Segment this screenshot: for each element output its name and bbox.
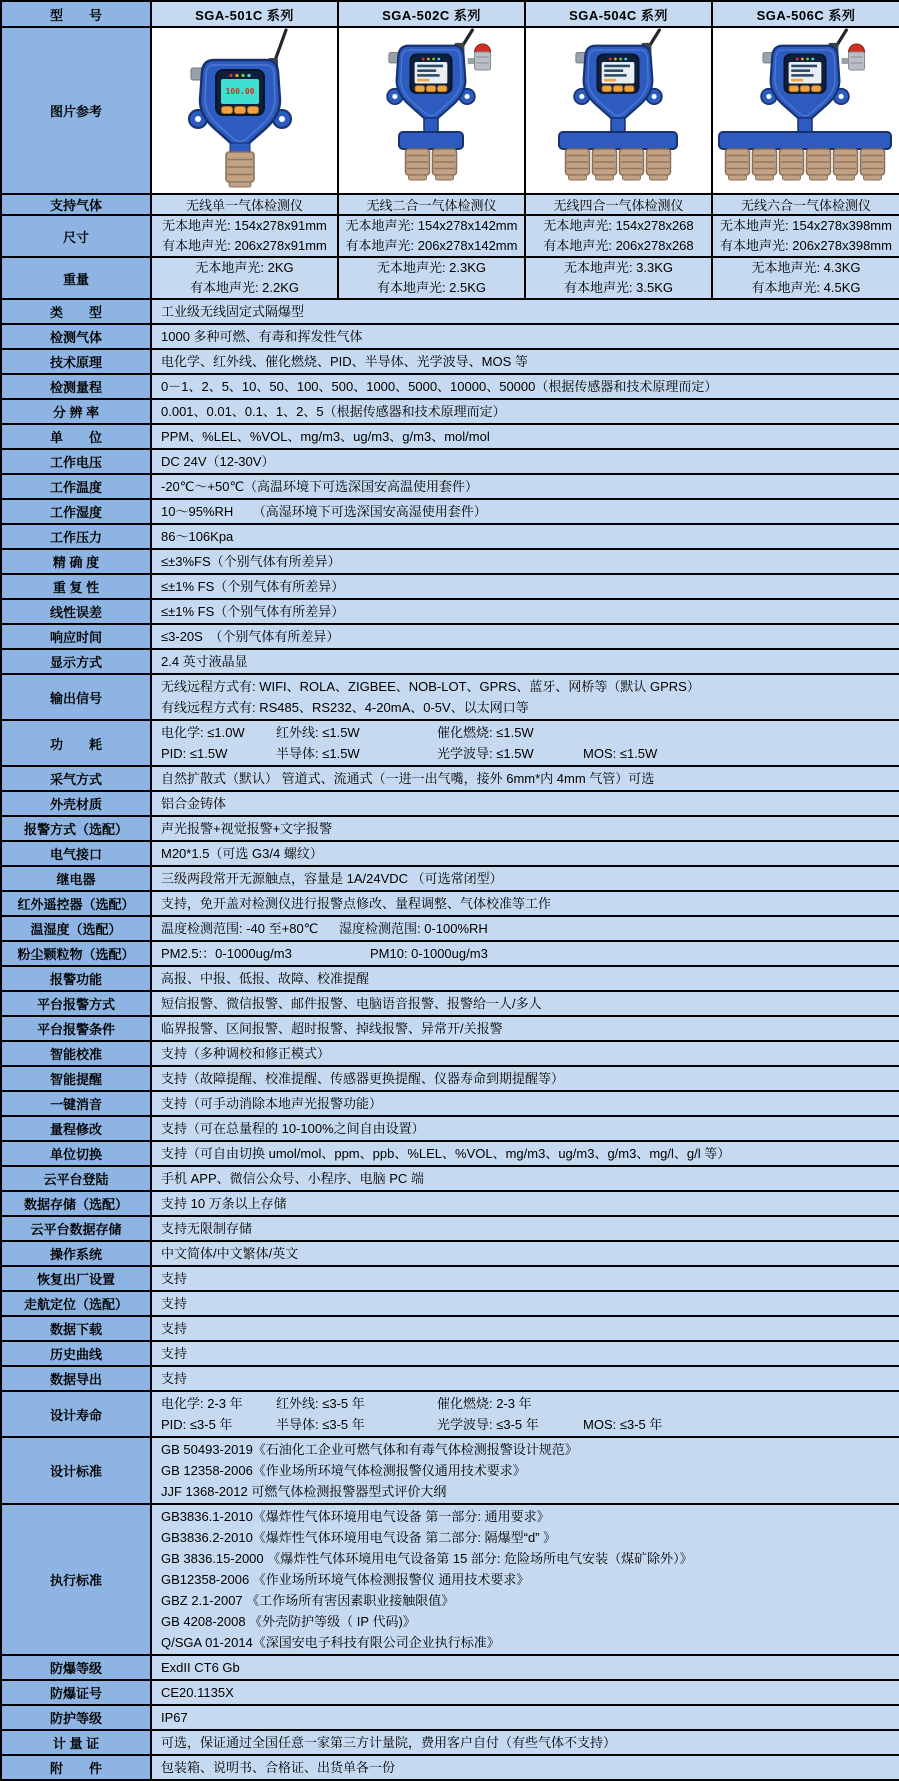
row-smart-cal-value — [151, 1041, 899, 1066]
row-smart-cal — [1, 1041, 899, 1066]
row-label: 计 量 证 — [1, 1730, 151, 1755]
alarm-beacon-icon — [475, 44, 491, 52]
value-line: 0－1、2、5、10、50、100、500、1000、5000、10000、50000（根据传感器和技术原理而定） — [161, 379, 718, 394]
value-line: JJF 1368-2012 可燃气体检测报警器型式评价大纲 — [161, 1484, 447, 1499]
value-line: DC 24V（12-30V） — [161, 454, 275, 469]
row-display — [1, 649, 899, 674]
value-line: 三级两段常开无源触点，容量是 1A/24VDC （可选常闭型） — [161, 871, 503, 886]
row-label: 走航定位（选配） — [1, 1291, 151, 1316]
value-line: 支持 — [161, 1321, 188, 1336]
gas-detector-illustration — [152, 28, 338, 190]
value-segment: 红外线: ≤1.5W — [276, 725, 360, 740]
value-line: GB 4208-2008 《外壳防护等级（ IP 代码)》 — [161, 1614, 416, 1629]
row-label: 温湿度（选配） — [1, 916, 151, 941]
value-line: CE20.1135X — [161, 1685, 234, 1700]
row-ip-rating — [1, 1705, 899, 1730]
row-range — [1, 374, 899, 399]
value-line: 无本地声光: 154x278x91mm — [162, 218, 327, 233]
row-response — [1, 624, 899, 649]
column-header-2: SGA-502C 系列 — [338, 1, 525, 27]
row-electrical-value — [151, 841, 899, 866]
value-line: 工业级无线固定式隔爆型 — [161, 304, 305, 319]
value-line: Q/SGA 01-2014《深国安电子科技有限公司企业执行标准》 — [161, 1635, 500, 1650]
row-display-value — [151, 649, 899, 674]
value-line: PPM、%LEL、%VOL、mg/m3、ug/m3、g/m3、mol/mol — [161, 429, 490, 444]
row-alarm-func-value — [151, 966, 899, 991]
row-weight-value — [151, 257, 338, 299]
row-label: 工作压力 — [1, 524, 151, 549]
row-power — [1, 720, 899, 766]
value-segment: 电化学: 2-3 年 — [161, 1396, 243, 1411]
product-image-sga-501c — [151, 27, 338, 194]
row-dust-value — [151, 941, 899, 966]
row-os-value — [151, 1241, 899, 1266]
value-line: 0.001、0.01、0.1、1、2、5（根据传感器和技术原理而定） — [161, 404, 506, 419]
row-unit — [1, 424, 899, 449]
row-gases-value — [151, 324, 899, 349]
supported-gas-value: 无线二合一气体检测仪 — [338, 194, 525, 215]
row-repeatability-value — [151, 574, 899, 599]
row-accuracy-value — [151, 549, 899, 574]
value-line: 有本地声光: 2.5KG — [376, 280, 487, 295]
row-principle — [1, 349, 899, 374]
value-line: 支持 — [161, 1271, 188, 1286]
value-line: GB12358-2006 《作业场所环境气体检测报警仪 通用技术要求》 — [161, 1572, 530, 1587]
value-line: 支持 — [161, 1346, 188, 1361]
value-line: 电化学、红外线、催化燃烧、PID、半导体、光学波导、MOS 等 — [161, 354, 528, 369]
row-design-std-value — [151, 1437, 899, 1504]
value-line: 1000 多种可燃、有毒和挥发性气体 — [161, 329, 363, 344]
value-line: 有本地声光: 4.5KG — [751, 280, 861, 295]
row-label: 功 耗 — [1, 720, 151, 766]
value-line: 无本地声光: 154x278x398mm — [720, 218, 892, 233]
value-line: 有本地声光: 3.5KG — [563, 280, 674, 295]
row-mute-value — [151, 1091, 899, 1116]
row-nav-value — [151, 1291, 899, 1316]
row-type — [1, 299, 899, 324]
row-gases — [1, 324, 899, 349]
value-line — [161, 1393, 895, 1414]
value-segment: 光学波导: ≤3-5 年 — [437, 1417, 539, 1432]
row-supported-gas — [1, 194, 899, 215]
row-download — [1, 1316, 899, 1341]
row-output-value — [151, 674, 899, 720]
image-row-label: 图片参考 — [1, 27, 151, 194]
row-weight — [1, 257, 899, 299]
row-relay-value — [151, 866, 899, 891]
row-repeatability — [1, 574, 899, 599]
row-alarm-mode — [1, 816, 899, 841]
value-line: GB 50493-2019《石油化工企业可燃气体和有毒气体检测报警设计规范》 — [161, 1442, 578, 1457]
row-relay — [1, 866, 899, 891]
value-line — [161, 943, 895, 964]
row-accessories-value — [151, 1755, 899, 1780]
value-line: 有本地声光: 206x278x91mm — [162, 238, 327, 253]
row-label: 一键消音 — [1, 1091, 151, 1116]
svg-text:100.00: 100.00 — [225, 87, 255, 96]
row-label: 单位切换 — [1, 1141, 151, 1166]
value-segment: 半导体: ≤1.5W — [276, 746, 360, 761]
value-line — [161, 743, 895, 764]
row-label: 红外遥控器（选配） — [1, 891, 151, 916]
row-storage — [1, 1191, 899, 1216]
value-line: 有本地声光: 2.2KG — [189, 280, 300, 295]
row-temphum — [1, 916, 899, 941]
gas-detector-illustration — [339, 28, 525, 190]
row-label: 继电器 — [1, 866, 151, 891]
row-platform-alarm-value — [151, 991, 899, 1016]
row-pressure — [1, 524, 899, 549]
row-mute — [1, 1091, 899, 1116]
value-line: 无本地声光: 2.3KG — [376, 260, 487, 275]
row-dimensions-value — [338, 215, 525, 257]
model-header-label: 型 号 — [1, 1, 151, 27]
row-label: 显示方式 — [1, 649, 151, 674]
row-unit-value — [151, 424, 899, 449]
row-sampling — [1, 766, 899, 791]
row-metering — [1, 1730, 899, 1755]
supported-gas-value: 无线六合一气体检测仪 — [712, 194, 899, 215]
row-weight-value — [525, 257, 712, 299]
value-line: GB3836.2-2010《爆炸性气体环境用电气设备 第二部分: 隔爆型“d” 》 — [161, 1530, 557, 1545]
value-line: 有本地声光: 206x278x268 — [543, 238, 694, 253]
row-label: 工作电压 — [1, 449, 151, 474]
row-label: 操作系统 — [1, 1241, 151, 1266]
value-line — [161, 1414, 895, 1435]
row-label: 工作温度 — [1, 474, 151, 499]
value-line: 10～95%RH （高湿环境下可选深国安高湿使用套件） — [161, 504, 487, 519]
value-line: ≤3-20S （个别气体有所差异） — [161, 629, 340, 644]
row-cloud-login-value — [151, 1166, 899, 1191]
row-dust — [1, 941, 899, 966]
row-history-value — [151, 1341, 899, 1366]
value-line: ≤±1% FS（个别气体有所差异） — [161, 579, 345, 594]
value-line: 手机 APP、微信公众号、小程序、电脑 PC 端 — [161, 1171, 424, 1186]
row-label: 设计标准 — [1, 1437, 151, 1504]
value-line: 铝合金铸体 — [161, 796, 227, 811]
row-dimensions-value — [525, 215, 712, 257]
value-line: M20*1.5（可选 G3/4 螺纹） — [161, 846, 323, 861]
value-line: ≤±1% FS（个别气体有所差异） — [161, 604, 345, 619]
column-header-3: SGA-504C 系列 — [525, 1, 712, 27]
row-label: 平台报警条件 — [1, 1016, 151, 1041]
value-line — [161, 918, 895, 939]
row-exproof-cert-value — [151, 1680, 899, 1705]
value-line — [161, 722, 895, 743]
row-smart-remind-value — [151, 1066, 899, 1091]
value-segment: MOS: ≤1.5W — [583, 746, 658, 761]
value-segment: 红外线: ≤3-5 年 — [276, 1396, 365, 1411]
row-remote-value — [151, 891, 899, 916]
row-lifetime — [1, 1391, 899, 1437]
row-resolution-value — [151, 399, 899, 424]
row-label: 设计寿命 — [1, 1391, 151, 1437]
value-line: 支持 — [161, 1371, 188, 1386]
row-pressure-value — [151, 524, 899, 549]
row-label: 尺寸 — [1, 215, 151, 257]
row-exproof — [1, 1655, 899, 1680]
row-unit-switch — [1, 1141, 899, 1166]
product-image-sga-504c — [525, 27, 712, 194]
row-metering-value — [151, 1730, 899, 1755]
row-platform-cond — [1, 1016, 899, 1041]
row-label: 重量 — [1, 257, 151, 299]
row-label: 检测气体 — [1, 324, 151, 349]
alarm-beacon-icon — [849, 44, 865, 52]
row-label: 防爆等级 — [1, 1655, 151, 1680]
row-shell-value — [151, 791, 899, 816]
row-label: 数据下载 — [1, 1316, 151, 1341]
row-label: 重 复 性 — [1, 574, 151, 599]
row-label: 采气方式 — [1, 766, 151, 791]
value-segment: PID: ≤3-5 年 — [161, 1417, 233, 1432]
value-segment: 催化燃烧: 2-3 年 — [437, 1396, 532, 1411]
product-image-sga-502c — [338, 27, 525, 194]
value-line: 支持无限制存储 — [161, 1221, 253, 1236]
row-alarm-mode-value — [151, 816, 899, 841]
row-linearity — [1, 599, 899, 624]
row-accuracy — [1, 549, 899, 574]
column-header-1: SGA-501C 系列 — [151, 1, 338, 27]
row-factory-reset — [1, 1266, 899, 1291]
row-power-value — [151, 720, 899, 766]
value-line: 短信报警、微信报警、邮件报警、电脑语音报警、报警给一人/多人 — [161, 996, 542, 1011]
value-line: 86～106Kpa — [161, 529, 234, 544]
row-label: 量程修改 — [1, 1116, 151, 1141]
row-cloud-storage-value — [151, 1216, 899, 1241]
row-voltage — [1, 449, 899, 474]
value-segment: PM10: 0-1000ug/m3 — [370, 946, 488, 961]
value-line: 高报、中报、低报、故障、校准提醒 — [161, 971, 370, 986]
row-platform-cond-value — [151, 1016, 899, 1041]
row-humidity-value — [151, 499, 899, 524]
value-line: 无本地声光: 4.3KG — [751, 260, 861, 275]
value-segment: PM2.5:：0-1000ug/m3 — [161, 946, 292, 961]
supported-gas-value: 无线单一气体检测仪 — [151, 194, 338, 215]
row-label: 智能提醒 — [1, 1066, 151, 1091]
value-line: 临界报警、区间报警、超时报警、掉线报警、异常开/关报警 — [161, 1021, 503, 1036]
value-line: 无本地声光: 154x278x268 — [543, 218, 694, 233]
row-label: 技术原理 — [1, 349, 151, 374]
value-line: GB 12358-2006《作业场所环境气体检测报警仪通用技术要求》 — [161, 1463, 526, 1478]
value-line: 无本地声光: 2KG — [195, 260, 294, 275]
row-os — [1, 1241, 899, 1266]
value-line: 无线远程方式有: WIFI、ROLA、ZIGBEE、NOB-LOT、GPRS、蓝牙、网桥等（默认 GPRS） — [161, 679, 700, 694]
row-label: 线性误差 — [1, 599, 151, 624]
value-line: 支持（可在总量程的 10-100%之间自由设置） — [161, 1121, 425, 1136]
row-type-value — [151, 299, 899, 324]
row-label: 工作湿度 — [1, 499, 151, 524]
row-export — [1, 1366, 899, 1391]
row-label: 报警功能 — [1, 966, 151, 991]
value-line: -20℃～+50℃（高温环境下可选深国安高温使用套件） — [161, 479, 479, 494]
row-label: 防爆证号 — [1, 1680, 151, 1705]
row-dimensions-value — [712, 215, 899, 257]
row-exec-std — [1, 1504, 899, 1655]
value-segment: 温度检测范围: -40 至+80℃ — [161, 921, 319, 936]
gas-detector-illustration — [526, 28, 712, 190]
row-label: 执行标准 — [1, 1504, 151, 1655]
value-line: 支持 — [161, 1296, 188, 1311]
value-line: 有线远程方式有: RS485、RS232、4-20mA、0-5V、以太网口等 — [161, 700, 529, 715]
row-design-std — [1, 1437, 899, 1504]
row-label: 检测量程 — [1, 374, 151, 399]
row-dimensions-value — [151, 215, 338, 257]
value-line: GB 3836.15-2000 《爆炸性气体环境用电气设备第 15 部分: 危险场所电气安装（煤矿除外）》 — [161, 1551, 693, 1566]
image-row — [1, 27, 899, 194]
row-alarm-func — [1, 966, 899, 991]
value-line: 支持（多种调校和修正模式） — [161, 1046, 331, 1061]
value-line: 支持 10 万条以上存储 — [161, 1196, 287, 1211]
value-line: ≤±3%FS（个别气体有所差异） — [161, 554, 341, 569]
value-line: 支持（故障提醒、校准提醒、传感器更换提醒、仪器寿命到期提醒等） — [161, 1071, 565, 1086]
row-range-mod-value — [151, 1116, 899, 1141]
row-label: 恢复出厂设置 — [1, 1266, 151, 1291]
row-label: 精 确 度 — [1, 549, 151, 574]
value-line: 2.4 英寸液晶显 — [161, 654, 248, 669]
value-line: 无本地声光: 154x278x142mm — [345, 218, 518, 233]
row-sampling-value — [151, 766, 899, 791]
row-label: 附 件 — [1, 1755, 151, 1780]
value-line: GBZ 2.1-2007 《工作场所有害因素职业接触限值》 — [161, 1593, 455, 1608]
row-label: 报警方式（选配） — [1, 816, 151, 841]
value-segment: PID: ≤1.5W — [161, 746, 228, 761]
row-label: 粉尘颗粒物（选配） — [1, 941, 151, 966]
row-smart-remind — [1, 1066, 899, 1091]
row-nav — [1, 1291, 899, 1316]
value-line: 包装箱、说明书、合格证、出货单各一份 — [161, 1760, 396, 1775]
supported-gas-value: 无线四合一气体检测仪 — [525, 194, 712, 215]
value-line: 支持（可自由切换 umol/mol、ppm、ppb、%LEL、%VOL、mg/m3、ug/m3、g/m3、mg/l、g/l 等） — [161, 1146, 731, 1161]
row-label: 单 位 — [1, 424, 151, 449]
row-label: 平台报警方式 — [1, 991, 151, 1016]
row-linearity-value — [151, 599, 899, 624]
row-temp — [1, 474, 899, 499]
row-range-value — [151, 374, 899, 399]
row-label: 历史曲线 — [1, 1341, 151, 1366]
row-label: 智能校准 — [1, 1041, 151, 1066]
value-line: 自然扩散式（默认） 管道式、流通式（一进一出气嘴，接外 6mm*内 4mm 气管）可选 — [161, 771, 655, 786]
row-lifetime-value — [151, 1391, 899, 1437]
row-electrical — [1, 841, 899, 866]
row-output — [1, 674, 899, 720]
row-label: 响应时间 — [1, 624, 151, 649]
value-line: GB3836.1-2010《爆炸性气体环境用电气设备 第一部分: 通用要求》 — [161, 1509, 550, 1524]
row-export-value — [151, 1366, 899, 1391]
row-weight-value — [712, 257, 899, 299]
row-exec-std-value — [151, 1504, 899, 1655]
row-history — [1, 1341, 899, 1366]
value-line: 中文简体/中文繁体/英文 — [161, 1246, 299, 1261]
row-label: 数据导出 — [1, 1366, 151, 1391]
product-image-sga-506c — [712, 27, 899, 194]
header-row — [1, 1, 899, 27]
value-line: 支持（可手动消除本地声光报警功能） — [161, 1096, 383, 1111]
value-line: ExdII CT6 Gb — [161, 1660, 240, 1675]
row-voltage-value — [151, 449, 899, 474]
gas-detector-illustration — [713, 28, 899, 190]
row-label: 支持气体 — [1, 194, 151, 215]
row-label: 电气接口 — [1, 841, 151, 866]
row-exproof-value — [151, 1655, 899, 1680]
value-segment: 湿度检测范围: 0-100%RH — [339, 921, 488, 936]
row-label: 分 辨 率 — [1, 399, 151, 424]
value-segment: 电化学: ≤1.0W — [161, 725, 245, 740]
row-label: 类 型 — [1, 299, 151, 324]
row-temp-value — [151, 474, 899, 499]
row-dimensions — [1, 215, 899, 257]
row-resolution — [1, 399, 899, 424]
row-humidity — [1, 499, 899, 524]
row-factory-reset-value — [151, 1266, 899, 1291]
row-weight-value — [338, 257, 525, 299]
row-principle-value — [151, 349, 899, 374]
row-ip-rating-value — [151, 1705, 899, 1730]
row-accessories — [1, 1755, 899, 1780]
value-segment: 催化燃烧: ≤1.5W — [437, 725, 534, 740]
value-line: 有本地声光: 206x278x398mm — [720, 238, 892, 253]
row-remote — [1, 891, 899, 916]
value-segment: MOS: ≤3-5 年 — [583, 1417, 663, 1432]
value-line: 可选，保证通过全国任意一家第三方计量院，费用客户自付（有些气体不支持） — [161, 1735, 617, 1750]
row-response-value — [151, 624, 899, 649]
row-label: 云平台数据存储 — [1, 1216, 151, 1241]
value-line: IP67 — [161, 1710, 188, 1725]
value-line: 支持，免开盖对检测仪进行报警点修改、量程调整、气体校准等工作 — [161, 896, 552, 911]
row-label: 输出信号 — [1, 674, 151, 720]
row-label: 数据存储（选配） — [1, 1191, 151, 1216]
row-shell — [1, 791, 899, 816]
value-line: 声光报警+视觉报警+文字报警 — [161, 821, 333, 836]
row-cloud-storage — [1, 1216, 899, 1241]
row-download-value — [151, 1316, 899, 1341]
row-label: 外壳材质 — [1, 791, 151, 816]
value-line: 无本地声光: 3.3KG — [563, 260, 674, 275]
row-exproof-cert — [1, 1680, 899, 1705]
row-label: 防护等级 — [1, 1705, 151, 1730]
row-label: 云平台登陆 — [1, 1166, 151, 1191]
row-platform-alarm — [1, 991, 899, 1016]
row-temphum-value — [151, 916, 899, 941]
column-header-4: SGA-506C 系列 — [712, 1, 899, 27]
value-line: 有本地声光: 206x278x142mm — [345, 238, 518, 253]
row-storage-value — [151, 1191, 899, 1216]
value-segment: 半导体: ≤3-5 年 — [276, 1417, 365, 1432]
value-segment: 光学波导: ≤1.5W — [437, 746, 534, 761]
row-range-mod — [1, 1116, 899, 1141]
row-cloud-login — [1, 1166, 899, 1191]
row-unit-switch-value — [151, 1141, 899, 1166]
